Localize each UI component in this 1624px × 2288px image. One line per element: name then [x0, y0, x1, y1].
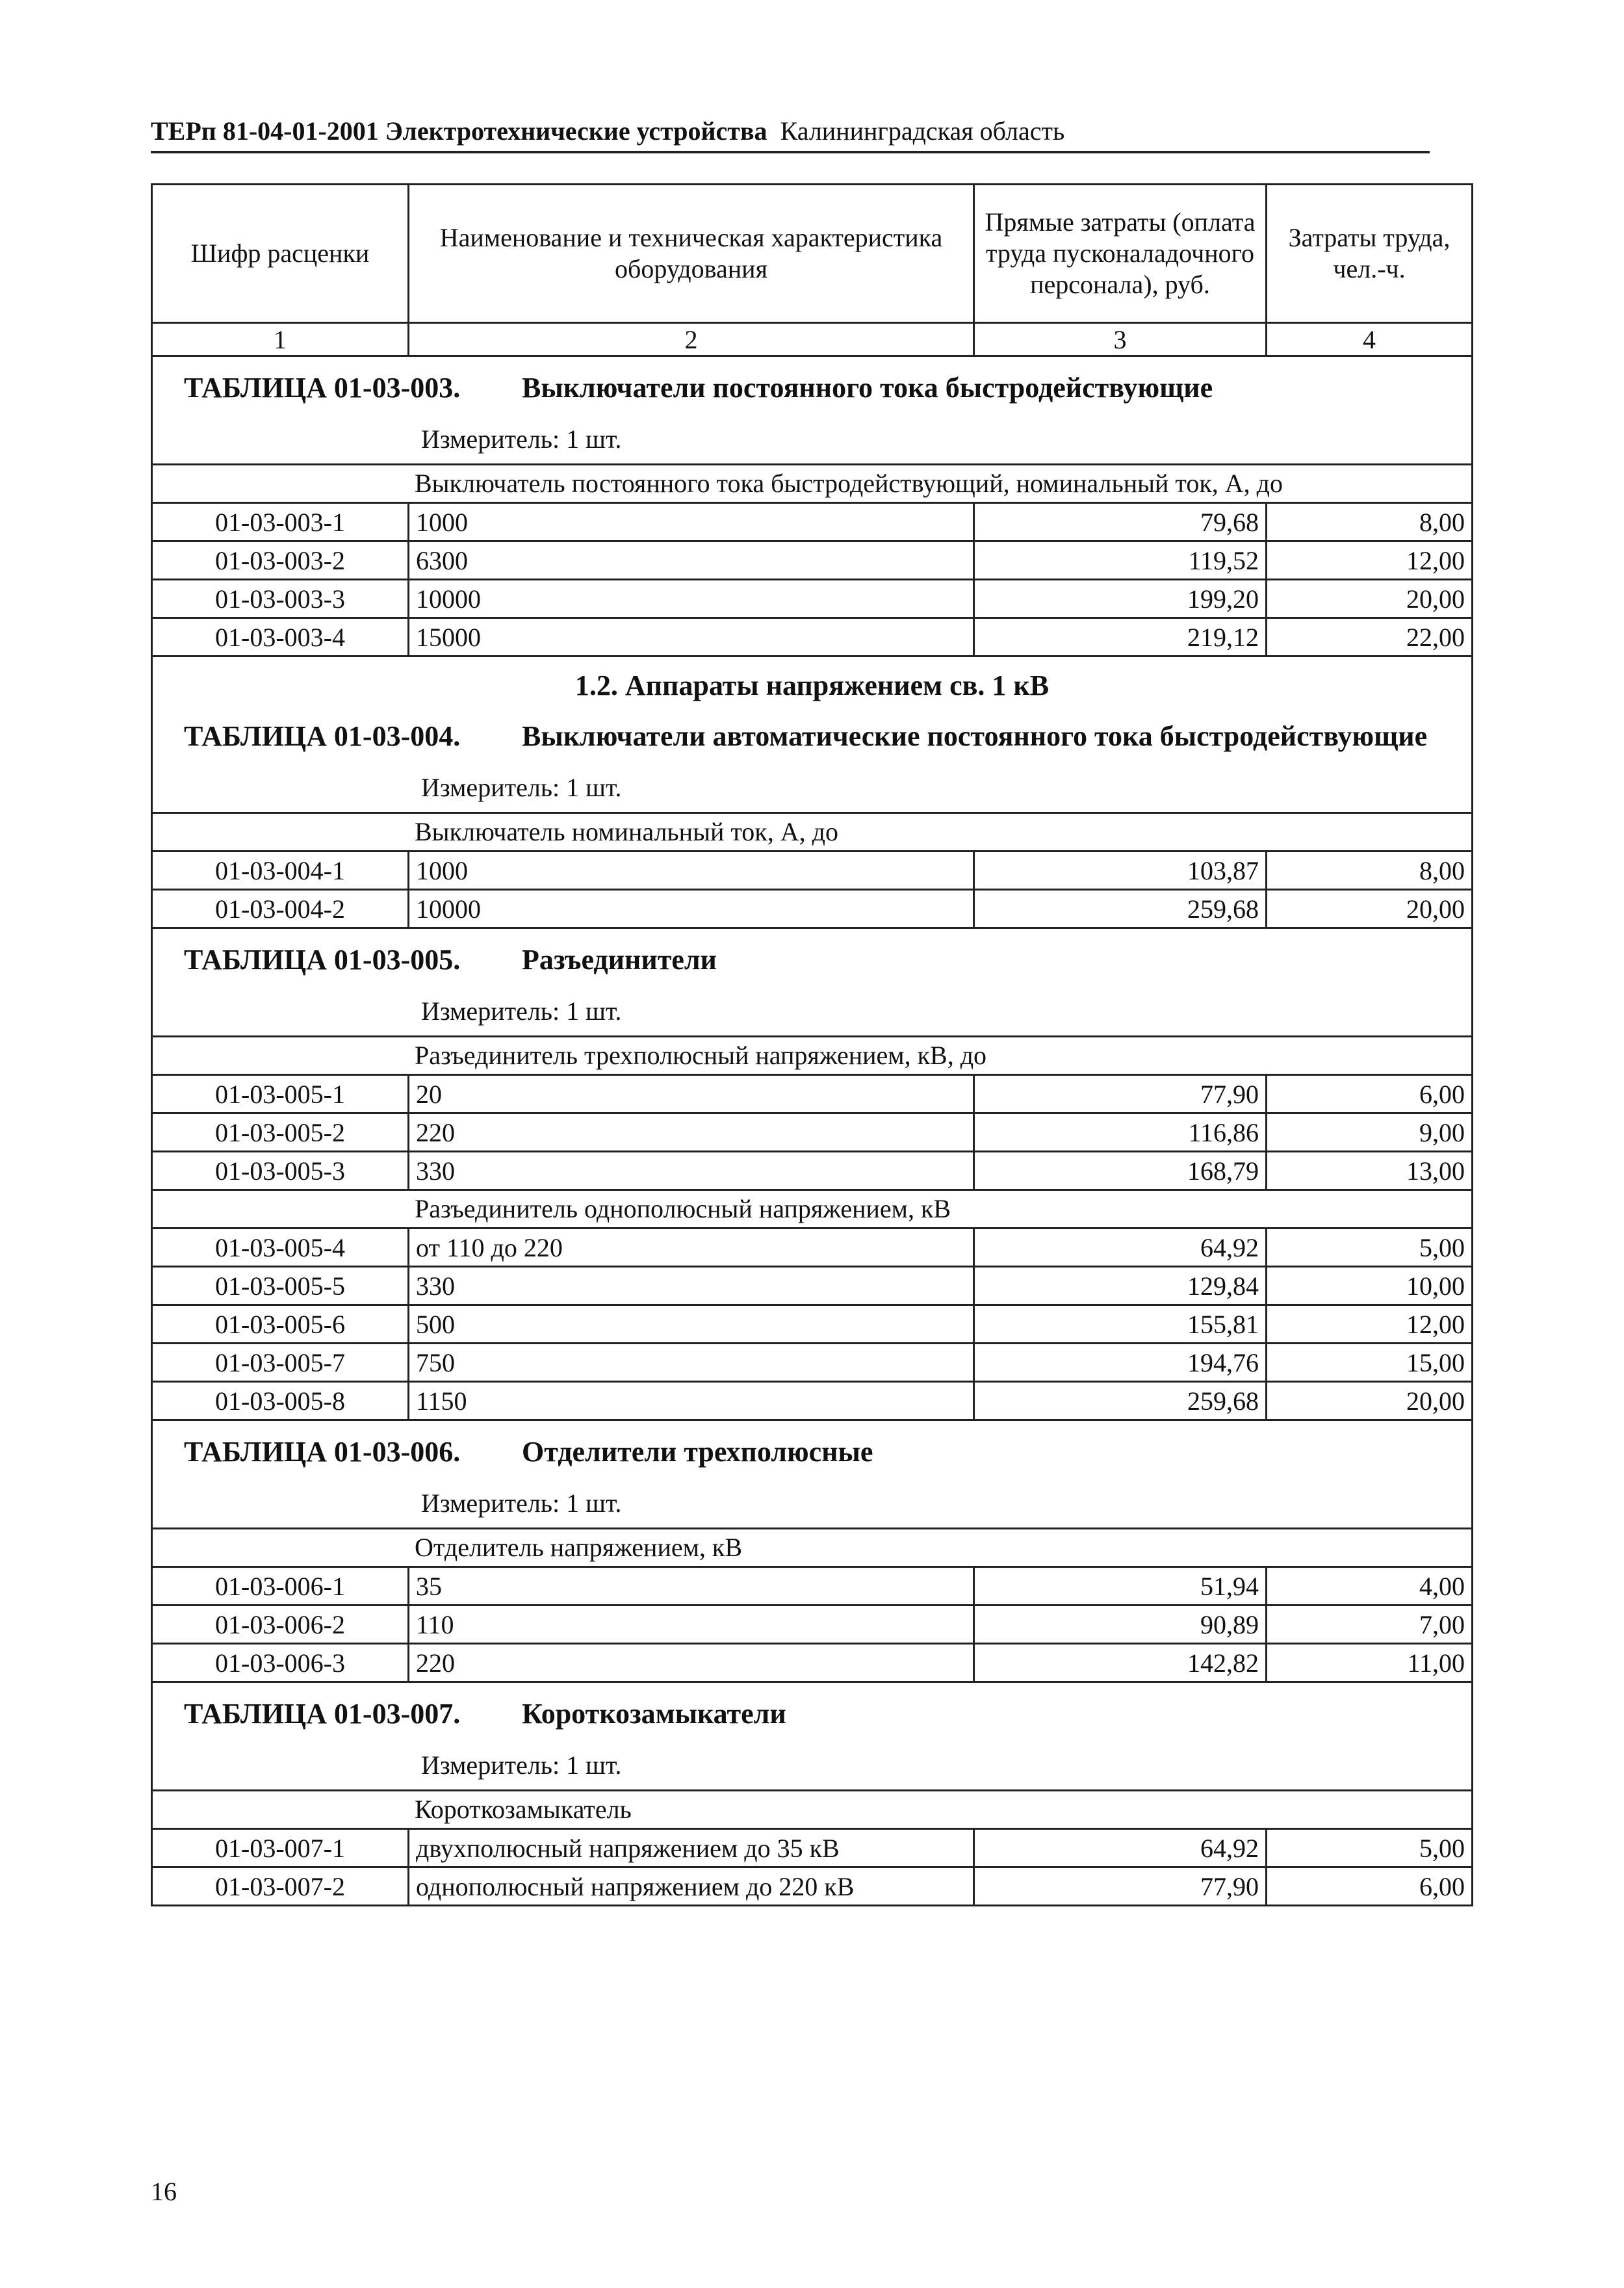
rate-code: 01-03-004-2	[152, 890, 409, 928]
section-cell	[152, 356, 1473, 465]
page-number: 16	[151, 2177, 177, 2206]
table-title-text: Выключатели постоянного тока быстродействующие	[522, 372, 1213, 404]
direct-cost: 259,68	[974, 1382, 1267, 1420]
group-subheader	[152, 465, 1473, 503]
table-title	[159, 1421, 1465, 1476]
table-section-header	[152, 356, 1473, 465]
table-row	[152, 503, 1473, 541]
column-header-name: Наименование и техническая характеристика оборудования	[409, 185, 974, 323]
rate-code: 01-03-003-3	[152, 580, 409, 618]
labor-cost: 20,00	[1267, 1382, 1473, 1420]
labor-cost: 15,00	[1267, 1344, 1473, 1382]
group-subheader-text: Выключатель постоянного тока быстродействующий, номинальный ток, А, до	[152, 465, 1473, 503]
direct-cost: 119,52	[974, 541, 1267, 580]
equipment-spec: двухполюсный напряжением до 35 кВ	[409, 1829, 974, 1867]
unit-label: Измеритель: 1 шт.	[421, 1750, 622, 1780]
table-title	[159, 705, 1465, 760]
rate-code: 01-03-005-4	[152, 1228, 409, 1267]
rate-code: 01-03-007-1	[152, 1829, 409, 1867]
equipment-spec: 35	[409, 1567, 974, 1606]
table-row	[152, 852, 1473, 890]
equipment-spec: 500	[409, 1305, 974, 1344]
direct-cost: 51,94	[974, 1567, 1267, 1606]
equipment-spec: однополюсный напряжением до 220 кВ	[409, 1867, 974, 1906]
unit-label: Измеритель: 1 шт.	[421, 1488, 622, 1518]
equipment-spec: 330	[409, 1267, 974, 1305]
rate-code: 01-03-006-1	[152, 1567, 409, 1606]
table-section-header	[152, 928, 1473, 1037]
column-header-code: Шифр расценки	[152, 185, 409, 323]
section-cell	[152, 1682, 1473, 1791]
labor-cost: 4,00	[1267, 1567, 1473, 1606]
labor-cost: 9,00	[1267, 1113, 1473, 1152]
part-title: 1.2. Аппараты напряжением св. 1 кВ	[574, 670, 1050, 701]
direct-cost: 194,76	[974, 1344, 1267, 1382]
rate-code: 01-03-007-2	[152, 1867, 409, 1906]
direct-cost: 116,86	[974, 1113, 1267, 1152]
table-title-text: Короткозамыкатели	[522, 1698, 786, 1730]
column-number: 4	[1267, 323, 1473, 356]
labor-cost: 8,00	[1267, 503, 1473, 541]
table-row	[152, 1567, 1473, 1606]
column-header-labor: Затраты труда, чел.-ч.	[1267, 185, 1473, 323]
equipment-spec: 1150	[409, 1382, 974, 1420]
equipment-spec: 10000	[409, 890, 974, 928]
direct-cost: 103,87	[974, 852, 1267, 890]
column-number: 2	[409, 323, 974, 356]
group-subheader	[152, 813, 1473, 852]
group-subheader	[152, 1791, 1473, 1829]
column-number-row	[152, 323, 1473, 356]
labor-cost: 20,00	[1267, 580, 1473, 618]
table-row	[152, 618, 1473, 656]
direct-cost: 129,84	[974, 1267, 1267, 1305]
labor-cost: 7,00	[1267, 1606, 1473, 1644]
table-section-header	[152, 1682, 1473, 1791]
section-cell	[152, 928, 1473, 1037]
group-subheader-text: Разъединитель трехполюсный напряжением, кВ, до	[152, 1037, 1473, 1075]
section-cell	[152, 1420, 1473, 1529]
table-row	[152, 580, 1473, 618]
rate-code: 01-03-003-2	[152, 541, 409, 580]
table-row	[152, 541, 1473, 580]
table-label: ТАБЛИЦА 01-03-005.	[184, 944, 461, 976]
unit-label: Измеритель: 1 шт.	[421, 773, 622, 802]
table-title	[159, 357, 1465, 411]
equipment-spec: 110	[409, 1606, 974, 1644]
rate-code: 01-03-005-7	[152, 1344, 409, 1382]
direct-cost: 64,92	[974, 1228, 1267, 1267]
table-label: ТАБЛИЦА 01-03-007.	[184, 1698, 461, 1730]
rate-code: 01-03-005-1	[152, 1075, 409, 1113]
labor-cost: 6,00	[1267, 1075, 1473, 1113]
rate-code: 01-03-005-3	[152, 1152, 409, 1190]
column-number: 1	[152, 323, 409, 356]
unit-label: Измеритель: 1 шт.	[421, 996, 622, 1026]
section-cell	[152, 656, 1473, 813]
table-title-text: Отделители трехполюсные	[522, 1436, 873, 1468]
rate-code: 01-03-004-1	[152, 852, 409, 890]
rate-code: 01-03-003-1	[152, 503, 409, 541]
table-row	[152, 1267, 1473, 1305]
table-label: ТАБЛИЦА 01-03-006.	[184, 1436, 461, 1468]
direct-cost: 77,90	[974, 1867, 1267, 1906]
labor-cost: 22,00	[1267, 618, 1473, 656]
rate-code: 01-03-003-4	[152, 618, 409, 656]
rate-code: 01-03-005-8	[152, 1382, 409, 1420]
rate-code: 01-03-006-3	[152, 1644, 409, 1682]
labor-cost: 12,00	[1267, 1305, 1473, 1344]
direct-cost: 64,92	[974, 1829, 1267, 1867]
labor-cost: 6,00	[1267, 1867, 1473, 1906]
table-label: ТАБЛИЦА 01-03-004.	[184, 720, 461, 752]
labor-cost: 5,00	[1267, 1228, 1473, 1267]
group-subheader	[152, 1190, 1473, 1228]
table-title	[159, 929, 1465, 983]
equipment-spec: 6300	[409, 541, 974, 580]
direct-cost: 259,68	[974, 890, 1267, 928]
rate-code: 01-03-005-6	[152, 1305, 409, 1344]
group-subheader	[152, 1529, 1473, 1567]
labor-cost: 5,00	[1267, 1829, 1473, 1867]
table-row	[152, 1152, 1473, 1190]
equipment-spec: 20	[409, 1075, 974, 1113]
group-subheader-text: Короткозамыкатель	[152, 1791, 1473, 1829]
labor-cost: 12,00	[1267, 541, 1473, 580]
equipment-spec: 1000	[409, 503, 974, 541]
direct-cost: 155,81	[974, 1305, 1267, 1344]
direct-cost: 79,68	[974, 503, 1267, 541]
table-row	[152, 1829, 1473, 1867]
labor-cost: 20,00	[1267, 890, 1473, 928]
direct-cost: 77,90	[974, 1075, 1267, 1113]
direct-cost: 90,89	[974, 1606, 1267, 1644]
table-section-header	[152, 656, 1473, 813]
table-row	[152, 1305, 1473, 1344]
table-label: ТАБЛИЦА 01-03-003.	[184, 372, 461, 404]
table-row	[152, 1382, 1473, 1420]
equipment-spec: 1000	[409, 852, 974, 890]
equipment-spec: 15000	[409, 618, 974, 656]
table-row	[152, 1644, 1473, 1682]
group-subheader-text: Отделитель напряжением, кВ	[152, 1529, 1473, 1567]
equipment-spec: 220	[409, 1113, 974, 1152]
equipment-spec: 220	[409, 1644, 974, 1682]
labor-cost: 11,00	[1267, 1644, 1473, 1682]
table-title	[159, 1683, 1465, 1737]
rate-code: 01-03-005-5	[152, 1267, 409, 1305]
document-code: ТЕРп 81-04-01-2001 Электротехнические устройства	[151, 116, 767, 146]
group-subheader	[152, 1037, 1473, 1075]
column-header-row	[152, 185, 1473, 323]
direct-cost: 219,12	[974, 618, 1267, 656]
labor-cost: 8,00	[1267, 852, 1473, 890]
direct-cost: 142,82	[974, 1644, 1267, 1682]
rate-code: 01-03-005-2	[152, 1113, 409, 1152]
table-row	[152, 1867, 1473, 1906]
table-title-text: Разъединители	[522, 944, 717, 976]
table-row	[152, 1344, 1473, 1382]
equipment-spec: от 110 до 220	[409, 1228, 974, 1267]
document-region: Калининградская область	[780, 116, 1065, 146]
unit-label: Измеритель: 1 шт.	[421, 424, 622, 454]
direct-cost: 199,20	[974, 580, 1267, 618]
table-row	[152, 1606, 1473, 1644]
table-row	[152, 1075, 1473, 1113]
column-number: 3	[974, 323, 1267, 356]
table-section-header	[152, 1420, 1473, 1529]
direct-cost: 168,79	[974, 1152, 1267, 1190]
column-header-cost: Прямые затраты (оплата труда пусконаладочного персонала), руб.	[974, 185, 1267, 323]
table-title-text: Выключатели автоматические постоянного тока быстродействующие	[522, 720, 1428, 752]
table-row	[152, 1228, 1473, 1267]
table-row	[152, 890, 1473, 928]
equipment-spec: 750	[409, 1344, 974, 1382]
page-header	[151, 112, 1430, 153]
rates-table	[151, 183, 1473, 1906]
labor-cost: 10,00	[1267, 1267, 1473, 1305]
group-subheader-text: Разъединитель однополюсный напряжением, кВ	[152, 1190, 1473, 1228]
labor-cost: 13,00	[1267, 1152, 1473, 1190]
equipment-spec: 10000	[409, 580, 974, 618]
equipment-spec: 330	[409, 1152, 974, 1190]
rate-code: 01-03-006-2	[152, 1606, 409, 1644]
group-subheader-text: Выключатель номинальный ток, А, до	[152, 813, 1473, 852]
table-row	[152, 1113, 1473, 1152]
